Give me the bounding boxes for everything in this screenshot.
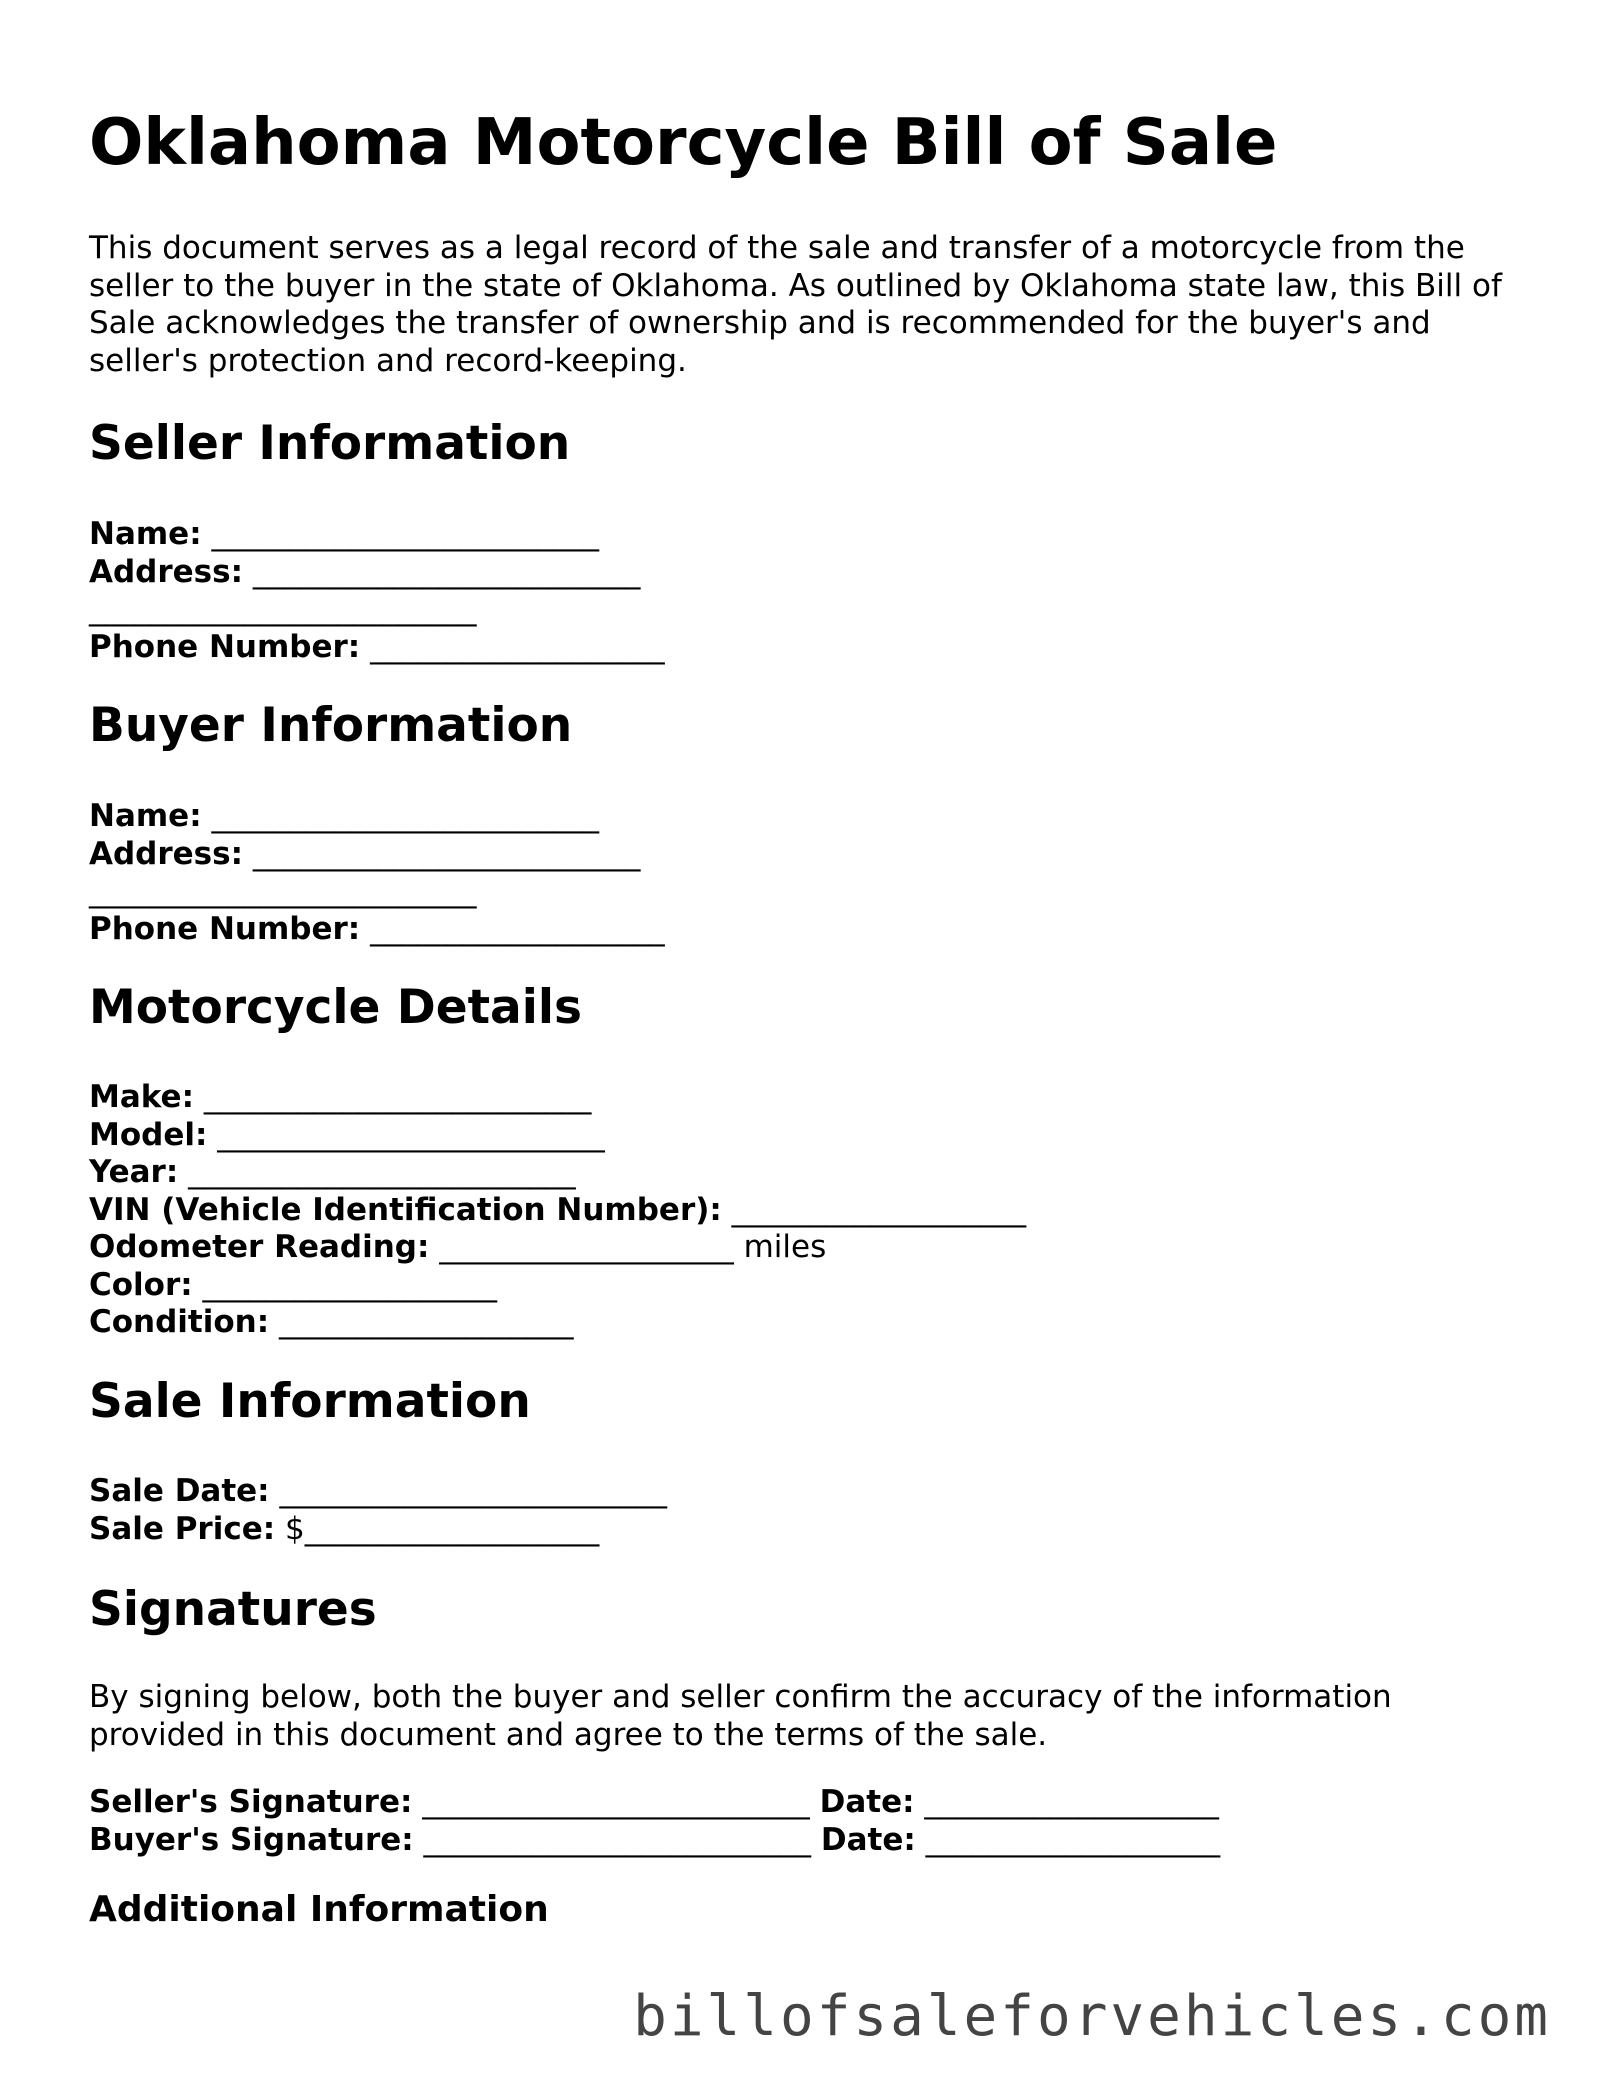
year-label: Year: bbox=[89, 1154, 179, 1190]
buyer-phone-row bbox=[89, 911, 665, 949]
currency-symbol: $ bbox=[284, 1510, 305, 1547]
buyer-address-label: Address: bbox=[89, 835, 243, 872]
intro-paragraph: This document serves as a legal record of the sale and transfer of a motorcycle from the seller to the buyer in the state of Oklahoma. As outlined by Oklahoma state law, this Bill of Sale acknowledges the transfer of ownership and is recommended for the buyer's and seller's protection and record-keeping. bbox=[89, 230, 1502, 379]
seller-date-field[interactable]: ___________________ bbox=[924, 1784, 1219, 1820]
seller-phone-field[interactable]: ___________________ bbox=[370, 628, 665, 665]
buyer-address-line2-row bbox=[89, 873, 665, 911]
seller-signature-label: Seller's Signature: bbox=[89, 1784, 413, 1820]
year-field[interactable]: _________________________ bbox=[188, 1154, 576, 1190]
seller-phone-label: Phone Number: bbox=[89, 628, 361, 665]
seller-address-field[interactable]: _________________________ bbox=[252, 553, 641, 590]
sale-date-row bbox=[89, 1473, 667, 1511]
buyer-phone-label: Phone Number: bbox=[89, 910, 361, 947]
seller-address-label: Address: bbox=[89, 553, 243, 590]
signatures-section-heading: Signatures bbox=[89, 1582, 377, 1637]
odometer-field[interactable]: ___________________ bbox=[439, 1229, 734, 1265]
buyer-address-field[interactable]: _________________________ bbox=[252, 835, 641, 872]
condition-label: Condition: bbox=[89, 1304, 270, 1340]
make-row bbox=[89, 1079, 1026, 1117]
seller-address-row bbox=[89, 554, 665, 592]
seller-fields bbox=[89, 516, 665, 666]
seller-signature-field[interactable]: _________________________ bbox=[422, 1784, 810, 1820]
vin-row bbox=[89, 1192, 1026, 1230]
buyer-name-label: Name: bbox=[89, 798, 202, 834]
signature-fields bbox=[89, 1784, 1220, 1859]
sale-date-field[interactable]: _________________________ bbox=[279, 1473, 667, 1509]
odometer-unit: miles bbox=[743, 1229, 827, 1265]
buyer-address-row bbox=[89, 836, 665, 874]
condition-row bbox=[89, 1304, 1026, 1342]
seller-address-line2-field[interactable]: _________________________ bbox=[89, 591, 477, 627]
color-label: Color: bbox=[89, 1266, 193, 1303]
sale-price-label: Sale Price: bbox=[89, 1510, 276, 1547]
sale-price-field[interactable]: ___________________ bbox=[304, 1510, 600, 1547]
signatures-statement: By signing below, both the buyer and seller confirm the accuracy of the information provided in this document and agree to the terms of the sale. bbox=[89, 1679, 1392, 1753]
buyer-date-field[interactable]: ___________________ bbox=[925, 1821, 1221, 1858]
motorcycle-fields bbox=[89, 1079, 1026, 1342]
buyer-section-heading: Buyer Information bbox=[89, 698, 573, 753]
buyer-date-label: Date: bbox=[820, 1821, 916, 1858]
model-row bbox=[89, 1117, 1026, 1155]
make-label: Make: bbox=[89, 1079, 194, 1115]
seller-name-row bbox=[89, 516, 665, 554]
buyer-name-row bbox=[89, 798, 665, 836]
buyer-signature-field[interactable]: _________________________ bbox=[423, 1821, 812, 1858]
odometer-row bbox=[89, 1229, 1026, 1267]
seller-phone-row bbox=[89, 629, 665, 667]
model-field[interactable]: _________________________ bbox=[217, 1116, 605, 1153]
color-field[interactable]: ___________________ bbox=[202, 1266, 498, 1303]
buyer-signature-label: Buyer's Signature: bbox=[89, 1821, 414, 1858]
sale-price-row bbox=[89, 1511, 667, 1549]
seller-name-field[interactable]: _________________________ bbox=[211, 516, 599, 552]
vin-field[interactable]: ___________________ bbox=[731, 1191, 1027, 1228]
year-row bbox=[89, 1154, 1026, 1192]
condition-field[interactable]: ___________________ bbox=[279, 1304, 574, 1340]
vin-label: VIN (Vehicle Identification Number): bbox=[89, 1191, 722, 1228]
site-watermark: billofsaleforvehicles.com bbox=[633, 1984, 1551, 2049]
color-row bbox=[89, 1267, 1026, 1305]
seller-signature-row bbox=[89, 1784, 1220, 1822]
buyer-name-field[interactable]: _________________________ bbox=[211, 798, 599, 834]
buyer-fields bbox=[89, 798, 665, 948]
additional-info-heading: Additional Information bbox=[89, 1889, 549, 1930]
motorcycle-section-heading: Motorcycle Details bbox=[89, 980, 582, 1035]
page-title: Oklahoma Motorcycle Bill of Sale bbox=[89, 106, 1278, 180]
seller-address-line2-row bbox=[89, 591, 665, 629]
buyer-phone-field[interactable]: ___________________ bbox=[370, 910, 665, 947]
buyer-signature-row bbox=[89, 1822, 1220, 1860]
sale-section-heading: Sale Information bbox=[89, 1374, 531, 1429]
seller-date-label: Date: bbox=[819, 1784, 915, 1820]
sale-date-label: Sale Date: bbox=[89, 1473, 270, 1509]
model-label: Model: bbox=[89, 1116, 208, 1153]
make-field[interactable]: _________________________ bbox=[203, 1079, 592, 1115]
seller-section-heading: Seller Information bbox=[89, 416, 571, 471]
sale-fields bbox=[89, 1473, 667, 1548]
buyer-address-line2-field[interactable]: _________________________ bbox=[89, 873, 477, 909]
seller-name-label: Name: bbox=[89, 516, 202, 552]
odometer-label: Odometer Reading: bbox=[89, 1229, 430, 1265]
